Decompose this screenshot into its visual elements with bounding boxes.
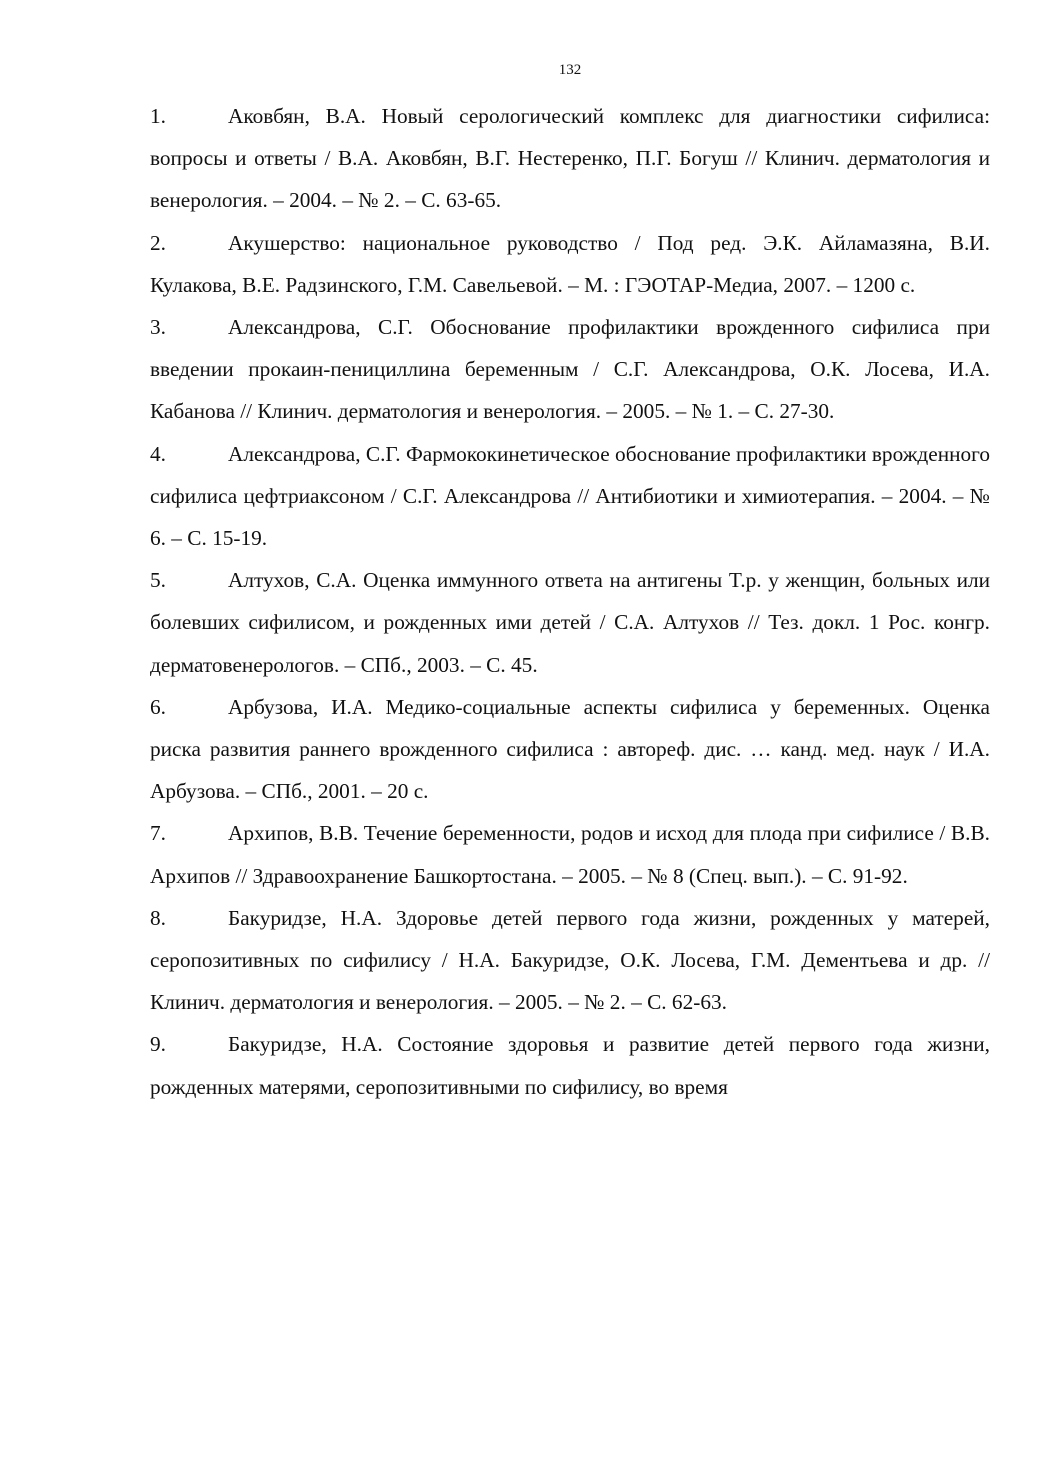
reference-number: 5. xyxy=(150,568,166,593)
reference-number: 8. xyxy=(150,905,166,930)
reference-text: Бакуридзе, Н.А. Здоровье детей первого года жизни, рожденных у матерей, серопозитивных по сифилису / Н.А. Бакуридзе, О.К. Лосева, Г.М. Дементьева и др. // Клинич. дерматология и венерология. – 2005. – № 2. – С. 62-63. xyxy=(150,905,990,1015)
reference-item xyxy=(150,222,990,306)
reference-item xyxy=(150,812,990,896)
reference-item xyxy=(150,559,990,686)
reference-text: Арбузова, И.А. Медико-социальные аспекты сифилиса у беременных. Оценка риска развития раннего врожденного сифилиса : автореф. дис. … канд. мед. наук / И.А. Арбузова. – СПб., 2001. – 20 с. xyxy=(150,694,990,804)
reference-text: Аковбян, В.А. Новый серологический комплекс для диагностики сифилиса: вопросы и ответы / В.А. Аковбян, В.Г. Нестеренко, П.Г. Богуш // Клинич. дерматология и венерология. – 2004. – № 2. – С. 63-65. xyxy=(150,104,990,213)
reference-number: 2. xyxy=(150,230,166,255)
reference-text: Акушерство: национальное руководство / Под ред. Э.К. Айламазяна, В.И. Кулакова, В.Е. Радзинского, Г.М. Савельевой. – М. : ГЭОТАР-Медиа, 2007. – 1200 с. xyxy=(150,230,990,297)
reference-text: Алтухов, С.А. Оценка иммунного ответа на антигены T.p. у женщин, больных или болевших сифилисом, и рожденных ими детей / С.А. Алтухов // Тез. докл. 1 Рос. конгр. дерматовенерологов. – СПб., 2003. – С. 45. xyxy=(150,568,990,677)
reference-text: Архипов, В.В. Течение беременности, родов и исход для плода при сифилисе / В.В. Архипов // Здравоохранение Башкортостана. – 2005. – № 8 (Спец. вып.). – С. 91-92. xyxy=(150,821,990,888)
reference-list xyxy=(150,95,990,1108)
reference-number: 9. xyxy=(150,1032,166,1057)
reference-number: 6. xyxy=(150,694,166,719)
reference-number: 4. xyxy=(150,441,166,466)
reference-item xyxy=(150,897,990,1024)
reference-item xyxy=(150,95,990,222)
reference-item xyxy=(150,686,990,813)
page-number: 132 xyxy=(558,62,582,78)
reference-number: 1. xyxy=(150,104,166,128)
reference-text: Бакуридзе, Н.А. Состояние здоровья и развитие детей первого года жизни, рожденных матерями, серопозитивными по сифилису, во время xyxy=(150,1032,990,1099)
reference-item xyxy=(150,433,990,560)
reference-text: Александрова, С.Г. Фармококинетическое обоснование профилактики врожденного сифилиса цефтриаксоном / С.Г. Александрова // Антибиотики и химиотерапия. – 2004. – № 6. – С. 15-19. xyxy=(150,441,990,551)
reference-item xyxy=(150,1023,990,1107)
reference-number: 7. xyxy=(150,821,166,846)
reference-item xyxy=(150,306,990,433)
reference-number: 3. xyxy=(150,315,166,340)
reference-text: Александрова, С.Г. Обоснование профилактики врожденного сифилиса при введении прокаин-пенициллина беременным / С.Г. Александрова, О.К. Лосева, И.А. Кабанова // Клинич. дерматология и венерология. – 2005. – № 1. – С. 27-30. xyxy=(150,315,990,424)
